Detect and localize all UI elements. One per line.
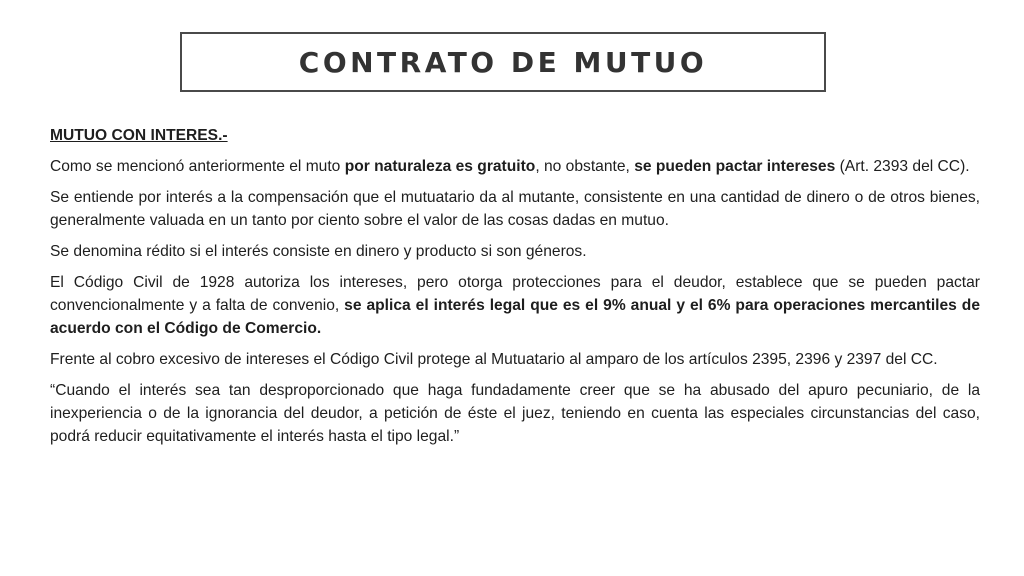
paragraph-definicion-interes: Se entiende por interés a la compensación que el mutuatario da al mutante, consistente en una cantidad de dinero o de otros bienes, generalmente valuada en un tanto por ciento sobre el valor de las cosas dadas en mutuo. xyxy=(50,189,980,229)
p1-text-e: (Art. 2393 del CC). xyxy=(835,158,970,175)
paragraph-cita: “Cuando el interés sea tan desproporcionado que haga fundadamente creer que se ha abusado del apuro pecuniario, de la inexperiencia o de la ignorancia del deudor, a petición de éste el juez, teniendo en cuenta las especiales circunstancias del caso, podrá reducir equitativamente el interés hasta el tipo legal.” xyxy=(50,382,980,445)
section-heading: MUTUO CON INTERES.- xyxy=(50,127,228,144)
p1-text-c: , no obstante, xyxy=(535,158,635,175)
paragraph-gratuito xyxy=(50,155,980,178)
paragraph-redito: Se denomina rédito si el interés consiste en dinero y producto si son géneros. xyxy=(50,243,587,260)
p1-text-a: Como se mencionó anteriormente el muto xyxy=(50,158,345,175)
p1-bold-intereses: se pueden pactar intereses xyxy=(634,158,836,175)
title-box xyxy=(180,32,826,92)
p4-bold-interes-legal: se aplica el interés legal que es el 9% anual y el 6% para operaciones mercantiles de acuerdo con el Código de Comercio. xyxy=(50,297,980,337)
p1-bold-naturaleza: por naturaleza es gratuito xyxy=(344,158,536,175)
paragraph-cobro-excesivo: Frente al cobro excesivo de intereses el Código Civil protege al Mutuatario al amparo de los artículos 2395, 2396 y 2397 del CC. xyxy=(50,351,938,368)
p4-text-a: El Código Civil de 1928 autoriza los intereses, pero otorga protecciones para el deudor, establece que se pueden pactar convencionalmente y a falta de convenio, xyxy=(50,274,980,314)
slide-body xyxy=(50,124,980,456)
slide-title: CONTRATO DE MUTUO xyxy=(298,45,708,79)
paragraph-codigo-civil xyxy=(50,271,980,340)
